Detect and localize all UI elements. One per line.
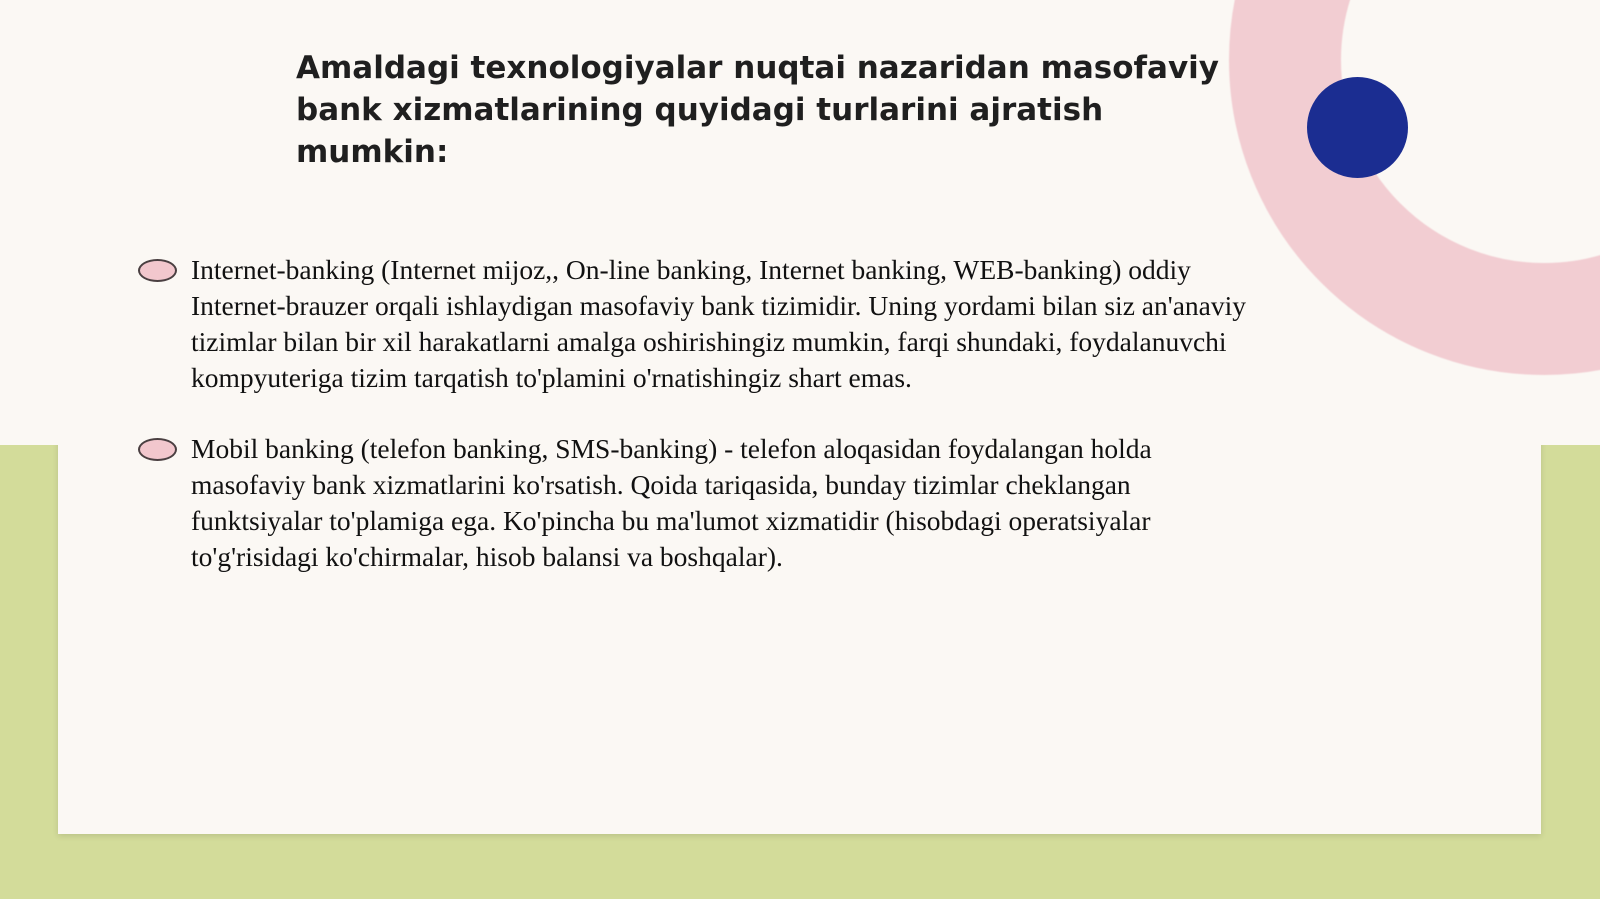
ellipse-bullet-icon <box>138 438 177 461</box>
bullet-item-mobile-banking <box>138 431 1258 575</box>
ellipse-bullet-icon <box>138 259 177 282</box>
bullet-item-internet-banking <box>138 252 1258 396</box>
bullet-text: Internet-banking (Internet mijoz,, On-line banking, Internet banking, WEB-banking) oddiy Internet-brauzer orqali ishlaydigan masofaviy bank tizimidir. Uning yordami bilan siz an'anaviy tizimlar bilan bir xil harakatlarni amalga oshirishingiz mumkin, farqi shundaki, foydalanuvchi kompyuteriga tizim tarqatish to'plamini o'rnatishingiz shart emas. <box>191 254 1246 393</box>
bullet-list <box>138 252 1258 610</box>
slide-title: Amaldagi texnologiyalar nuqtai nazaridan masofaviy bank xizmatlarining quyidagi turlarini ajratish mumkin: <box>296 50 1219 170</box>
bullet-text: Mobil banking (telefon banking, SMS-banking) - telefon aloqasidan foydalangan holda masofaviy bank xizmatlarini ko'rsatish. Qoida tariqasida, bunday tizimlar cheklangan funktsiyalar to'plamiga ega. Ko'pincha bu ma'lumot xizmatidir (hisobdagi operatsiyalar to'g'risidagi ko'chirmalar, hisob balansi va boshqalar). <box>191 433 1152 572</box>
blue-circle-decoration <box>1307 77 1408 178</box>
